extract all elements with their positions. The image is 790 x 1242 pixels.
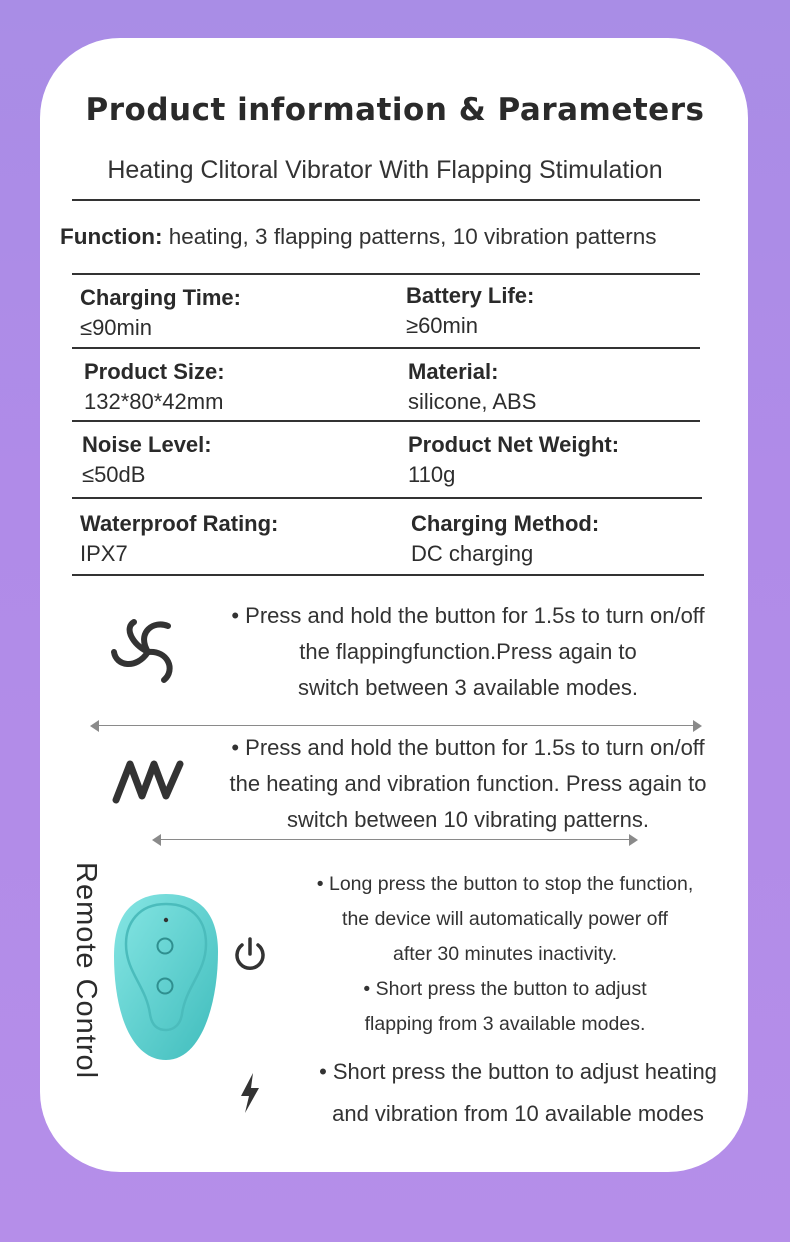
spec-label: Waterproof Rating: xyxy=(80,511,279,536)
spec-label: Charging Time: xyxy=(80,285,241,310)
spec-value: ≤50dB xyxy=(82,462,146,487)
table-bottom-border xyxy=(72,574,704,576)
instruction-line: after 30 minutes inactivity. xyxy=(393,943,617,965)
spec-cell xyxy=(406,281,534,341)
spec-label: Noise Level: xyxy=(82,432,212,457)
instruction-line: the heating and vibration function. Press again to xyxy=(229,771,707,796)
instruction-line: switch between 10 vibrating patterns. xyxy=(287,807,649,832)
spec-cell xyxy=(80,283,241,343)
flapping-instruction xyxy=(198,598,738,706)
instruction-line: the device will automatically power off xyxy=(342,908,668,930)
spec-value: DC charging xyxy=(411,541,534,566)
divider xyxy=(72,199,700,201)
spec-value: 132*80*42mm xyxy=(84,389,224,414)
spec-label: Material: xyxy=(408,359,499,384)
instruction-line: • Press and hold the button for 1.5s to turn on/off xyxy=(231,735,705,760)
function-line xyxy=(60,224,760,250)
product-subtitle: Heating Clitoral Vibrator With Flapping Stimulation xyxy=(107,156,663,184)
remote-control-heading: Remote Control xyxy=(70,862,102,1080)
function-label: Function: xyxy=(60,224,163,249)
instruction-line: and vibration from 10 available modes xyxy=(332,1101,704,1126)
instruction-line: • Long press the button to stop the function, xyxy=(316,873,694,895)
row-divider xyxy=(72,347,700,349)
bolt-button-instructions xyxy=(300,1051,736,1135)
function-value: heating, 3 flapping patterns, 10 vibration patterns xyxy=(162,224,657,249)
spec-value: ≥60min xyxy=(406,313,478,338)
spec-value: 110g xyxy=(408,462,456,487)
instruction-line: switch between 3 available modes. xyxy=(298,675,638,700)
vibration-instruction xyxy=(198,730,738,838)
spec-label: Battery Life: xyxy=(406,283,535,308)
remote-control-image xyxy=(110,890,222,1066)
spec-label: Product Size: xyxy=(84,359,225,384)
page-title: Product information & Parameters xyxy=(85,92,705,128)
table-top-border xyxy=(72,273,700,275)
spec-cell xyxy=(408,430,619,490)
instruction-line: • Press and hold the button for 1.5s to turn on/off xyxy=(231,603,705,628)
power-button-instructions xyxy=(290,867,720,1042)
spec-value: ≤90min xyxy=(80,315,152,340)
power-icon xyxy=(232,936,268,974)
spec-cell xyxy=(84,357,225,417)
spec-value: silicone, ABS xyxy=(408,389,537,414)
spec-label: Charging Method: xyxy=(411,511,600,536)
double-arrow xyxy=(152,833,638,847)
vibration-icon xyxy=(110,756,186,806)
instruction-line: • Short press the button to adjust heating xyxy=(319,1059,717,1084)
instruction-line: • Short press the button to adjust xyxy=(363,978,647,1000)
spec-cell xyxy=(82,430,212,490)
instruction-line: flapping from 3 available modes. xyxy=(364,1013,646,1035)
spec-cell xyxy=(408,357,536,417)
spec-cell xyxy=(411,509,599,569)
spec-cell xyxy=(80,509,278,569)
spec-value: IPX7 xyxy=(80,541,128,566)
spec-label: Product Net Weight: xyxy=(408,432,620,457)
flapping-icon xyxy=(106,614,190,690)
row-divider xyxy=(72,497,702,499)
row-divider xyxy=(72,420,700,422)
lightning-bolt-icon xyxy=(238,1072,262,1114)
instruction-line: the flappingfunction.Press again to xyxy=(299,639,637,664)
